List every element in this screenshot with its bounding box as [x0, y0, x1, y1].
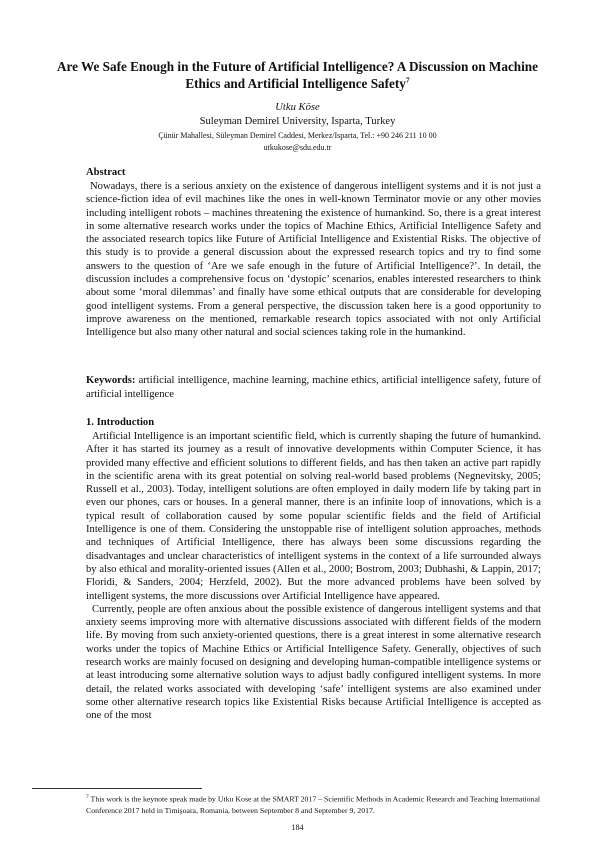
author-address: Çünür Mahallesi, Süleyman Demirel Caddesi, Merkez/Isparta, Tel.: +90 246 211 10 00 [158, 131, 437, 140]
keywords [86, 374, 541, 402]
abstract-section [86, 166, 541, 340]
introduction-paragraph: Artificial Intelligence is an important scientific field, which is currently shaping the future of humankind. After it has started its journey as a result of innovative developments within Computer Science, it has provided many effective and efficient solutions to different fields, and has then taken an active part rapidly in the scientific arena with its great potential on solving real-world based problems (Negnevitsky, 2005; Russell et al., 2003). Today, intelligent solutions are often employed in daily modern life by taking part in even our phones, cars or houses. In a general manner, there is an infinite loop of innovations, which is a typical result of collaboration caused by some popular scientific fields and the field of Artificial Intelligence is one of them. Considering the unstoppable rise of intelligent solution approaches, methods and techniques of Artificial Intelligence, there has always been some discussions regarding the disadvantages and unclear characteristics of intelligent systems in the context of a life surrounded always by also ethical and morality-oriented issues (Allen et al., 2000; Bostrom, 2003; Dubhashi, & Lappin, 2017; Floridi, & Sanders, 2004; Herzfeld, 2002). But the more advanced problems have been solved by intelligent systems, the more discussions over Artificial Intelligence have appeared. [86, 431, 541, 602]
title-text: Are We Safe Enough in the Future of Artificial Intelligence? A Discussion on Machine Ethics and Artificial Intelligence Safety [57, 59, 538, 91]
keywords-label: Keywords: [86, 375, 136, 386]
keywords-text: artificial intelligence, machine learning, machine ethics, artificial intelligence safety, future of artificial intelligence [86, 375, 541, 400]
author-email: utkukose@sdu.edu.tr [263, 143, 332, 152]
author-name: Utku Köse [275, 102, 320, 113]
abstract-heading: Abstract [86, 167, 126, 178]
author-affiliation: Suleyman Demirel University, Isparta, Turkey [199, 116, 396, 127]
introduction-section [86, 416, 541, 723]
abstract-body: Nowadays, there is a serious anxiety on the existence of dangerous intelligent systems and it is not just a science-fiction idea of evil machines like the ones in well-known Terminator movie or any other movies including intelligent robots – machines threatening the existence of humankind. So, there is a great interest in some alternative research works under the topics of Machine Ethics, Artificial Intelligence Safety and the associated research topics like Future of Artificial Intelligence and Existential Risks. The objective of this study is to provide a general discussion about the expressed research topics and try to find some answers to the question of ‘Are we safe enough in the future of Artificial Intelligence?’. In detail, the discussion includes a comprehensive focus on ‘dystopic’ scenarios, enables interested researchers to think about some ‘moral dilemmas’ and finally have some ethical outputs that are considerable for developing good intelligent systems. From a general perspective, the discussion taken here is a good opportunity to improve awareness on the mentioned, remarkable research topics associated with not only Artificial Intelligence but also many other natural and social sciences taking role in the humankind. [86, 181, 541, 339]
introduction-paragraph: Currently, people are often anxious about the possible existence of dangerous intelligent systems and that anxiety seems improving more with alternative discussions associated with different fields of the modern life. By moving from such anxiety-oriented questions, there is a great interest in some alternative research works under the topics of Machine Ethics or Artificial Intelligence Safety. Generally, objectives of such research works are mainly focused on designing and developing human-compatible intelligence systems or at least introducing some alternative solution ways to adjust badly configured intelligent systems. In more detail, the related works associated with developing ‘safe’ intelligent systems are also examined under some other alternative research topics like Existential Risks because Artificial Intelligence is accepted as one of the most [86, 603, 541, 722]
title-footnote-mark: 7 [405, 75, 410, 85]
footnote-text: This work is the keynote speak made by Utku Kose at the SMART 2017 – Scientific Methods in Academic Research and Teaching International Conference 2017 held in Timişoara, Romania, between September 8 and September 9, 2017. [86, 794, 541, 815]
paper-title [40, 58, 555, 92]
introduction-heading: 1. Introduction [86, 417, 155, 428]
footnote [86, 792, 541, 816]
footnote-mark: 7 [86, 794, 89, 800]
page-number: 184 [291, 823, 304, 832]
footnote-divider [32, 788, 202, 789]
